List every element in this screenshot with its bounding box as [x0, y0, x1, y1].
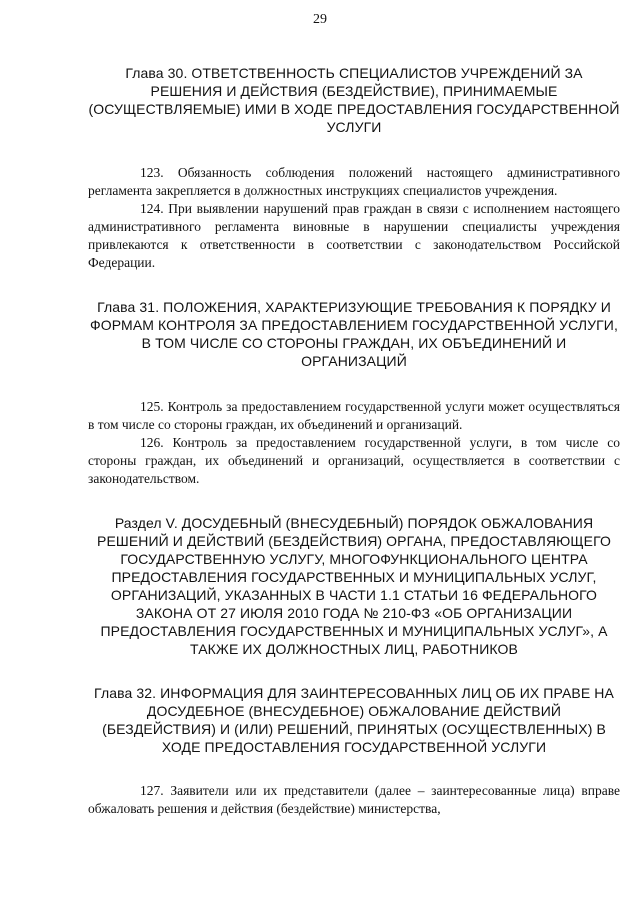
paragraph-127: 127. Заявители или их представители (далее – заинтересованные лица) вправе обжаловать решения и действия (бездействие) министерства, — [88, 783, 620, 816]
document-body — [88, 64, 620, 844]
chapter-30-body — [88, 164, 620, 272]
paragraph-125: 125. Контроль за предоставлением государственной услуги может осуществляться в том числе со стороны граждан, их объединений и организаций. — [88, 399, 620, 432]
chapter-30-heading: Глава 30. ОТВЕТСТВЕННОСТЬ СПЕЦИАЛИСТОВ УЧРЕЖДЕНИЙ ЗА РЕШЕНИЯ И ДЕЙСТВИЯ (БЕЗДЕЙСТВИЕ), ПРИНИМАЕМЫЕ (ОСУЩЕСТВЛЯЕМЫЕ) ИМИ В ХОДЕ ПРЕДОСТАВЛЕНИЯ ГОСУДАРСТВЕННОЙ УСЛУГИ — [88, 65, 620, 135]
paragraph-126: 126. Контроль за предоставлением государственной услуги, в том числе со стороны граждан, их объединений и организаций, осуществляется в соответствии с законодательством. — [88, 435, 620, 486]
section-v-heading: Раздел V. ДОСУДЕБНЫЙ (ВНЕСУДЕБНЫЙ) ПОРЯДОК ОБЖАЛОВАНИЯ РЕШЕНИЙ И ДЕЙСТВИЙ (БЕЗДЕЙСТВИЯ) ОРГАНА, ПРЕДОСТАВЛЯЮЩЕГО ГОСУДАРСТВЕННУЮ УСЛУГУ, МНОГОФУНКЦИОНАЛЬНОГО ЦЕНТРА ПРЕДОСТАВЛЕНИЯ ГОСУДАРСТВЕННЫХ И МУНИЦИПАЛЬНЫХ УСЛУГ, ОРГАНИЗАЦИЙ, УКАЗАННЫХ В ЧАСТИ 1.1 СТАТЬИ 16 ФЕДЕРАЛЬНОГО ЗАКОНА ОТ 27 ИЮЛЯ 2010 ГОДА № 210-ФЗ «ОБ ОРГАНИЗАЦИИ ПРЕДОСТАВЛЕНИЯ ГОСУДАРСТВЕННЫХ И МУНИЦИПАЛЬНЫХ УСЛУГ», А ТАКЖЕ ИХ ДОЛЖНОСТНЫХ ЛИЦ, РАБОТНИКОВ — [97, 515, 611, 657]
chapter-32-heading: Глава 32. ИНФОРМАЦИЯ ДЛЯ ЗАИНТЕРЕСОВАННЫХ ЛИЦ ОБ ИХ ПРАВЕ НА ДОСУДЕБНОЕ (ВНЕСУДЕБНОЕ) ОБЖАЛОВАНИЕ ДЕЙСТВИЙ (БЕЗДЕЙСТВИЯ) И (ИЛИ) РЕШЕНИЙ, ПРИНЯТЫХ (ОСУЩЕСТВЛЕННЫХ) В ХОДЕ ПРЕДОСТАВЛЕНИЯ ГОСУДАРСТВЕННОЙ УСЛУГИ — [94, 685, 614, 755]
paragraph-123: 123. Обязанность соблюдения положений настоящего административного регламента закрепляется в должностных инструкциях специалистов учреждения. — [88, 165, 620, 198]
chapter-31-body — [88, 398, 620, 488]
chapter-31-heading: Глава 31. ПОЛОЖЕНИЯ, ХАРАКТЕРИЗУЮЩИЕ ТРЕБОВАНИЯ К ПОРЯДКУ И ФОРМАМ КОНТРОЛЯ ЗА ПРЕДОСТАВЛЕНИЕМ ГОСУДАРСТВЕННОЙ УСЛУГИ, В ТОМ ЧИСЛЕ СО СТОРОНЫ ГРАЖДАН, ИХ ОБЪЕДИНЕНИЙ И ОРГАНИЗАЦИЙ — [90, 299, 618, 369]
paragraph-124: 124. При выявлении нарушений прав граждан в связи с исполнением настоящего административного регламента виновные в нарушении специалисты учреждения привлекаются к ответственности в соответствии с законодательством Российской Федерации. — [88, 201, 620, 270]
chapter-32-body — [88, 782, 620, 818]
page-number: 29 — [313, 12, 327, 27]
